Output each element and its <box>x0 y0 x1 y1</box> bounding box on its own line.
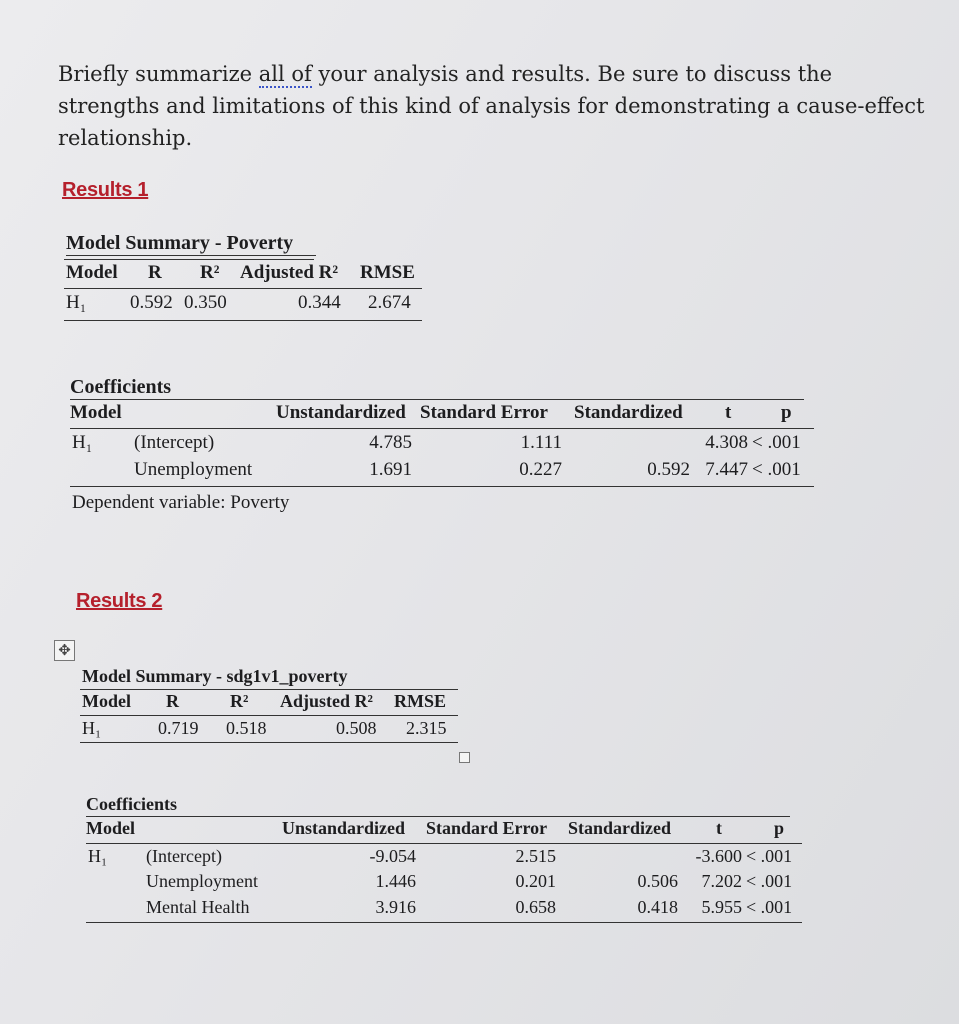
prompt-part1: Briefly summarize <box>58 62 259 86</box>
header-model: Model <box>82 691 131 711</box>
prompt-part2: your analysis and results. Be sure to discuss the strengths and limitations of this kind of analysis for demonstrating a cause-effect relationship. <box>58 62 925 150</box>
table-title: Model Summary - sdg1v1_poverty <box>82 666 348 686</box>
move-handle-icon[interactable]: ✥ <box>54 640 75 661</box>
cell-standardized: 0.592 <box>647 459 690 480</box>
prompt-underlined: all of <box>258 62 312 86</box>
header-p: p <box>781 402 792 423</box>
header-r2: R² <box>230 691 249 711</box>
cell-model: H₁ <box>66 292 87 313</box>
cell-p: < .001 <box>746 897 793 917</box>
header-adj-r2: Adjusted R² <box>280 691 373 711</box>
cell-r: 0.592 <box>130 292 173 313</box>
coefficients-table-2 <box>86 794 806 924</box>
cell-term: Unemployment <box>146 871 258 891</box>
header-model: Model <box>66 262 118 283</box>
cell-t: -3.600 <box>695 846 742 866</box>
question-prompt <box>58 58 938 154</box>
cell-adj-r2: 0.508 <box>336 718 377 738</box>
model-summary-table-1 <box>64 232 426 324</box>
cell-t: 7.447 <box>705 459 748 480</box>
cell-standardized: 0.506 <box>637 871 678 891</box>
cell-adj-r2: 0.344 <box>298 292 341 313</box>
header-model: Model <box>86 818 135 838</box>
header-model: Model <box>70 402 122 423</box>
header-unstandardized: Unstandardized <box>282 818 406 838</box>
header-standardized: Standardized <box>574 402 683 423</box>
cell-r: 0.719 <box>158 718 199 738</box>
footnote: Dependent variable: Poverty <box>72 492 290 513</box>
header-std-error: Standard Error <box>426 818 548 838</box>
coefficients-table-1 <box>70 376 820 518</box>
header-r: R <box>166 691 179 711</box>
cell-term: (Intercept) <box>134 432 215 453</box>
resize-handle-icon[interactable] <box>459 752 470 763</box>
header-r: R <box>148 262 162 283</box>
cell-std-error: 2.515 <box>515 846 556 866</box>
cell-unstandardized: 1.691 <box>369 459 412 480</box>
header-unstandardized: Unstandardized <box>276 402 406 423</box>
cell-unstandardized: 3.916 <box>375 897 416 917</box>
cell-term: Unemployment <box>134 459 253 480</box>
cell-rmse: 2.674 <box>368 292 411 313</box>
cell-std-error: 1.111 <box>520 432 562 453</box>
cell-t: 4.308 <box>705 432 748 453</box>
cell-unstandardized: -9.054 <box>369 846 416 866</box>
table-title: Coefficients <box>86 794 177 814</box>
cell-r2: 0.350 <box>184 292 227 313</box>
cell-p: < .001 <box>752 432 801 453</box>
header-p: p <box>774 818 785 838</box>
cell-p: < .001 <box>746 846 793 866</box>
header-t: t <box>725 402 732 423</box>
header-standardized: Standardized <box>568 818 672 838</box>
header-r2: R² <box>200 262 220 283</box>
cell-standardized: 0.418 <box>637 897 678 917</box>
cell-r2: 0.518 <box>226 718 267 738</box>
table-title: Model Summary - Poverty <box>66 232 316 256</box>
header-t: t <box>716 818 722 838</box>
cell-std-error: 0.227 <box>519 459 562 480</box>
cell-t: 7.202 <box>701 871 742 891</box>
cell-unstandardized: 1.446 <box>375 871 416 891</box>
header-adj-r2: Adjusted R² <box>240 262 339 283</box>
cell-model: H₁ <box>72 432 93 453</box>
table-title: Coefficients <box>70 376 172 398</box>
cell-p: < .001 <box>752 459 801 480</box>
header-std-error: Standard Error <box>420 402 548 423</box>
cell-term: Mental Health <box>146 897 250 917</box>
cell-model: H₁ <box>88 846 108 866</box>
cell-rmse: 2.315 <box>406 718 447 738</box>
cell-std-error: 0.658 <box>515 897 556 917</box>
results-1-link[interactable]: Results 1 <box>62 179 149 201</box>
cell-std-error: 0.201 <box>515 871 556 891</box>
cell-p: < .001 <box>746 871 793 891</box>
model-summary-table-2 <box>80 666 464 746</box>
header-rmse: RMSE <box>360 262 415 283</box>
cell-unstandardized: 4.785 <box>369 432 412 453</box>
header-rmse: RMSE <box>394 691 447 711</box>
cell-model: H₁ <box>82 718 102 738</box>
results-2-link[interactable]: Results 2 <box>76 590 163 612</box>
cell-term: (Intercept) <box>146 846 222 866</box>
cell-t: 5.955 <box>701 897 742 917</box>
